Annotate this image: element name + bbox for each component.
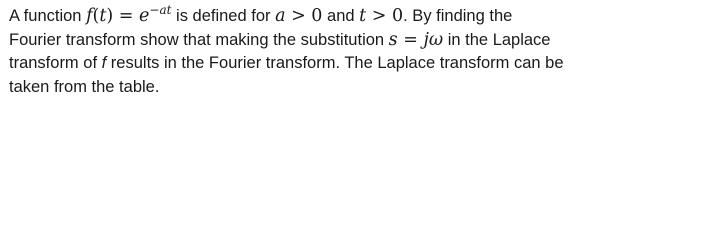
math-a: a bbox=[275, 6, 286, 26]
math-greater-than-zero: > 0 bbox=[366, 6, 404, 26]
text-segment: in the Laplace bbox=[443, 30, 551, 49]
math-f: f bbox=[86, 6, 93, 26]
math-exponent: −at bbox=[149, 3, 172, 17]
math-equals: = bbox=[397, 29, 424, 50]
math-j-omega: jω bbox=[423, 29, 444, 50]
problem-line-4 bbox=[9, 76, 699, 100]
math-greater-than-zero: > 0 bbox=[285, 6, 323, 26]
math-t: t bbox=[99, 6, 107, 26]
problem-line-1 bbox=[9, 5, 699, 29]
text-segment: transform of bbox=[9, 54, 102, 73]
text-segment: A function bbox=[9, 7, 87, 25]
text-segment: results in the Fourier transform. The Laplace transform can be bbox=[106, 54, 564, 73]
math-e: e bbox=[139, 6, 150, 26]
text-segment: . By finding the bbox=[403, 7, 513, 25]
text-segment: taken from the table. bbox=[9, 77, 160, 96]
text-segment: and bbox=[322, 7, 360, 25]
text-segment: is defined for bbox=[171, 7, 276, 25]
math-paren-close-equals: ) = bbox=[106, 6, 140, 26]
math-paren-open: ( bbox=[92, 6, 100, 26]
math-t: t bbox=[359, 6, 367, 26]
problem-line-3 bbox=[9, 52, 699, 76]
problem-statement bbox=[9, 5, 699, 99]
math-s: s bbox=[388, 29, 398, 50]
problem-line-2 bbox=[9, 29, 699, 53]
italic-f: f bbox=[101, 54, 107, 73]
text-segment: Fourier transform show that making the substitution bbox=[9, 30, 389, 49]
